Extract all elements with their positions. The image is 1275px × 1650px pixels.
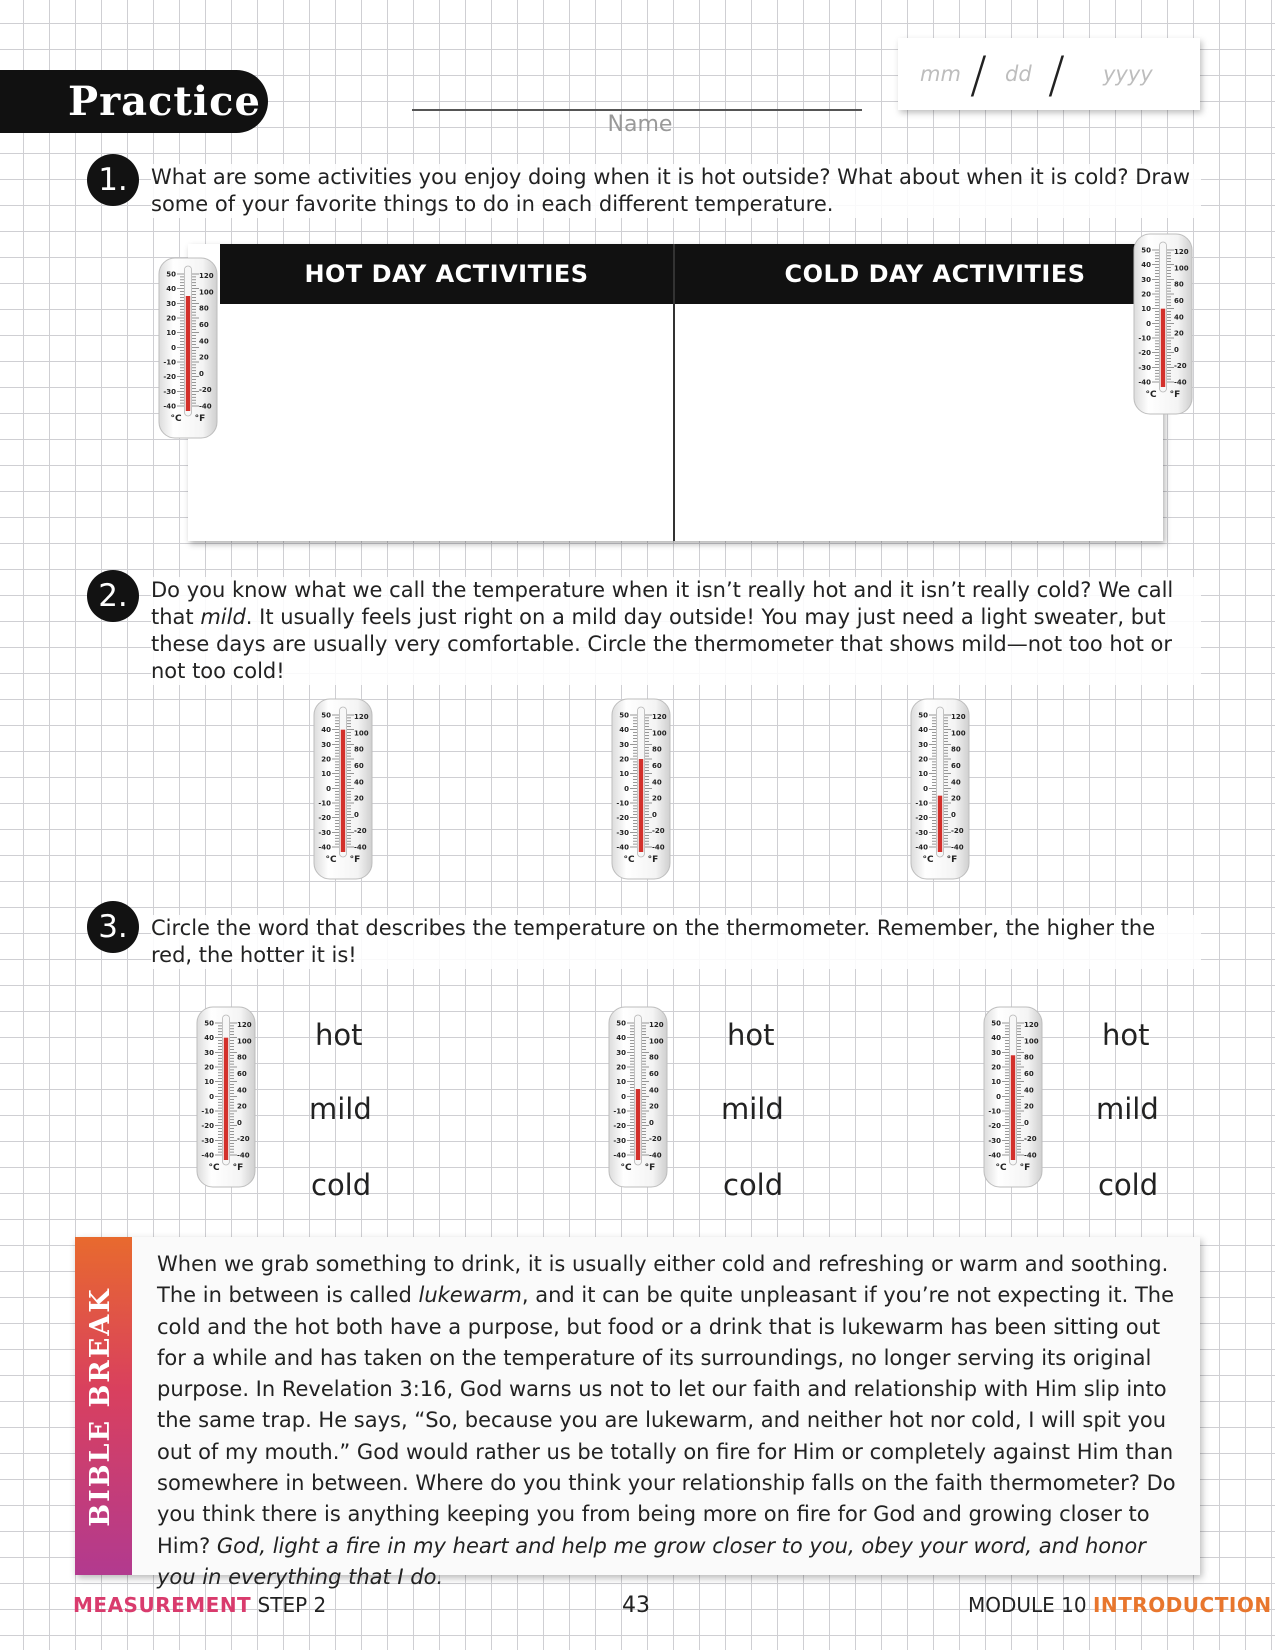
mercury-level (938, 796, 942, 852)
word-cold[interactable]: cold (311, 1168, 372, 1202)
fahrenheit-tick-label: 120 (1174, 248, 1189, 257)
fahrenheit-tick-label: 120 (237, 1021, 252, 1030)
date-day[interactable]: dd (1005, 62, 1032, 86)
thermometer-question-3-b (607, 1005, 669, 1189)
fahrenheit-tick-label: 0 (237, 1118, 242, 1127)
celsius-unit: °C (922, 855, 934, 865)
mercury-level (1011, 1055, 1015, 1160)
celsius-tick-label: 0 (923, 784, 928, 793)
celsius-tick-label: 30 (616, 1048, 626, 1057)
celsius-unit: °C (1145, 390, 1157, 400)
word-hot[interactable]: hot (727, 1018, 775, 1052)
celsius-tick-label: -30 (1138, 363, 1151, 372)
mercury-level (224, 1038, 228, 1160)
fahrenheit-tick-label: 60 (1174, 297, 1184, 306)
celsius-tick-label: 40 (616, 1034, 626, 1043)
fahrenheit-tick-label: -20 (1024, 1135, 1037, 1144)
fahrenheit-tick-label: -40 (199, 402, 212, 411)
celsius-tick-label: 0 (996, 1092, 1001, 1101)
fahrenheit-tick-label: 80 (649, 1053, 659, 1062)
celsius-tick-label: -30 (201, 1136, 214, 1145)
celsius-tick-label: 10 (1141, 305, 1151, 314)
celsius-tick-label: -40 (613, 1151, 626, 1160)
celsius-tick-label: 0 (1146, 319, 1151, 328)
celsius-tick-label: 20 (204, 1063, 214, 1072)
fahrenheit-unit: °F (946, 855, 958, 865)
celsius-tick-label: -10 (915, 799, 928, 808)
fahrenheit-tick-label: 120 (199, 272, 214, 281)
fahrenheit-tick-label: -40 (354, 843, 367, 852)
celsius-tick-label: -20 (988, 1122, 1001, 1131)
celsius-tick-label: 30 (619, 740, 629, 749)
celsius-tick-label: 30 (321, 740, 331, 749)
hot-day-drawing-area[interactable] (220, 304, 673, 541)
celsius-unit: °C (208, 1163, 220, 1173)
fahrenheit-tick-label: 40 (354, 778, 364, 787)
fahrenheit-tick-label: 100 (354, 729, 369, 738)
celsius-tick-label: 30 (166, 299, 176, 308)
word-hot[interactable]: hot (315, 1018, 363, 1052)
word-hot[interactable]: hot (1102, 1018, 1150, 1052)
celsius-tick-label: 40 (991, 1034, 1001, 1043)
celsius-tick-label: 10 (166, 329, 176, 338)
fahrenheit-tick-label: 20 (354, 794, 364, 803)
fahrenheit-tick-label: 20 (649, 1102, 659, 1111)
celsius-unit: °C (325, 855, 337, 865)
celsius-tick-label: -40 (1138, 378, 1151, 387)
bible-break-stripe (75, 1237, 132, 1575)
thermometer-option-3[interactable] (909, 697, 971, 881)
fahrenheit-tick-label: 40 (1174, 313, 1184, 322)
thermometer-option-2[interactable] (610, 697, 672, 881)
mercury-level (186, 296, 190, 411)
fahrenheit-tick-label: 40 (199, 337, 209, 346)
celsius-tick-label: 10 (619, 770, 629, 779)
celsius-tick-label: -10 (163, 358, 176, 367)
fahrenheit-tick-label: 20 (1174, 329, 1184, 338)
celsius-tick-label: 50 (918, 711, 928, 720)
fahrenheit-tick-label: 40 (1024, 1086, 1034, 1095)
fahrenheit-tick-label: 20 (951, 794, 961, 803)
fahrenheit-tick-label: 0 (199, 369, 204, 378)
celsius-tick-label: -10 (988, 1107, 1001, 1116)
mercury-level (636, 1089, 640, 1160)
thermometer-hot (157, 256, 219, 440)
celsius-tick-label: 50 (619, 711, 629, 720)
fahrenheit-tick-label: 80 (199, 304, 209, 313)
celsius-tick-label: -40 (201, 1151, 214, 1160)
date-slash: / (1048, 46, 1065, 104)
fahrenheit-tick-label: 120 (951, 713, 966, 722)
celsius-tick-label: -40 (318, 843, 331, 852)
celsius-tick-label: 20 (321, 755, 331, 764)
fahrenheit-tick-label: -20 (649, 1135, 662, 1144)
celsius-tick-label: -20 (1138, 349, 1151, 358)
fahrenheit-tick-label: -20 (354, 827, 367, 836)
celsius-tick-label: -30 (988, 1136, 1001, 1145)
word-mild[interactable]: mild (309, 1092, 372, 1126)
fahrenheit-tick-label: 0 (1024, 1118, 1029, 1127)
date-slash: / (970, 46, 987, 104)
thermometer-drawing (312, 697, 374, 881)
word-cold[interactable]: cold (1098, 1168, 1159, 1202)
celsius-tick-label: -40 (163, 402, 176, 411)
fahrenheit-tick-label: 40 (652, 778, 662, 787)
fahrenheit-tick-label: -40 (1174, 378, 1187, 387)
fahrenheit-tick-label: 100 (652, 729, 667, 738)
celsius-tick-label: -10 (1138, 334, 1151, 343)
fahrenheit-tick-label: 100 (237, 1037, 252, 1046)
celsius-tick-label: -30 (318, 828, 331, 837)
celsius-tick-label: -40 (988, 1151, 1001, 1160)
celsius-tick-label: -10 (318, 799, 331, 808)
activities-table (188, 244, 1163, 541)
celsius-tick-label: 10 (616, 1078, 626, 1087)
celsius-tick-label: 50 (321, 711, 331, 720)
fahrenheit-tick-label: -20 (199, 386, 212, 395)
fahrenheit-tick-label: 0 (649, 1118, 654, 1127)
celsius-tick-label: 30 (918, 740, 928, 749)
celsius-tick-label: 50 (991, 1019, 1001, 1028)
celsius-tick-label: 10 (204, 1078, 214, 1087)
thermometer-cold (1132, 232, 1194, 416)
celsius-tick-label: -10 (201, 1107, 214, 1116)
thermometer-drawing (607, 1005, 669, 1189)
celsius-tick-label: 50 (166, 270, 176, 279)
fahrenheit-unit: °F (647, 855, 659, 865)
activities-table-header (220, 244, 1163, 304)
fahrenheit-unit: °F (349, 855, 361, 865)
celsius-tick-label: 40 (918, 726, 928, 735)
fahrenheit-tick-label: 0 (354, 810, 359, 819)
celsius-tick-label: 30 (1141, 275, 1151, 284)
question-1-number: 1. (87, 154, 139, 206)
question-3-text: Circle the word that describes the temperature on the thermometer. Remember, the higher the red, the hotter it is! (151, 915, 1201, 969)
fahrenheit-tick-label: 60 (354, 762, 364, 771)
fahrenheit-tick-label: -40 (1024, 1151, 1037, 1160)
fahrenheit-tick-label: 60 (649, 1070, 659, 1079)
celsius-tick-label: 40 (204, 1034, 214, 1043)
celsius-tick-label: 0 (209, 1092, 214, 1101)
fahrenheit-tick-label: 60 (951, 762, 961, 771)
celsius-tick-label: 50 (1141, 246, 1151, 255)
celsius-tick-label: 10 (991, 1078, 1001, 1087)
celsius-tick-label: -20 (613, 1122, 626, 1131)
fahrenheit-tick-label: 20 (199, 353, 209, 362)
fahrenheit-tick-label: 80 (1024, 1053, 1034, 1062)
celsius-tick-label: 20 (619, 755, 629, 764)
fahrenheit-tick-label: 80 (354, 745, 364, 754)
celsius-tick-label: -30 (915, 828, 928, 837)
fahrenheit-tick-label: -40 (652, 843, 665, 852)
celsius-tick-label: 40 (619, 726, 629, 735)
celsius-tick-label: 40 (166, 285, 176, 294)
fahrenheit-unit: °F (1019, 1163, 1031, 1173)
footer-right: MODULE 10 INTRODUCTION (968, 1593, 1272, 1617)
fahrenheit-tick-label: 20 (652, 794, 662, 803)
fahrenheit-tick-label: 120 (1024, 1021, 1039, 1030)
celsius-tick-label: 20 (166, 314, 176, 323)
hot-day-column-header: HOT DAY ACTIVITIES (304, 260, 589, 288)
celsius-tick-label: 0 (171, 343, 176, 352)
celsius-tick-label: 0 (624, 784, 629, 793)
fahrenheit-unit: °F (194, 414, 206, 424)
date-month[interactable]: mm (920, 62, 961, 86)
name-label: Name (607, 112, 673, 137)
celsius-tick-label: -20 (201, 1122, 214, 1131)
cold-day-column-header: COLD DAY ACTIVITIES (784, 260, 1086, 288)
mercury-level (1161, 309, 1165, 387)
thermometer-question-3-a (195, 1005, 257, 1189)
fahrenheit-tick-label: -40 (951, 843, 964, 852)
celsius-tick-label: 0 (621, 1092, 626, 1101)
word-cold[interactable]: cold (723, 1168, 784, 1202)
word-mild[interactable]: mild (1096, 1092, 1159, 1126)
fahrenheit-tick-label: 80 (652, 745, 662, 754)
thermometer-option-1[interactable] (312, 697, 374, 881)
celsius-unit: °C (623, 855, 635, 865)
fahrenheit-tick-label: -20 (237, 1135, 250, 1144)
fahrenheit-tick-label: 120 (652, 713, 667, 722)
fahrenheit-tick-label: 100 (199, 288, 214, 297)
fahrenheit-tick-label: 0 (1174, 345, 1179, 354)
fahrenheit-tick-label: 60 (652, 762, 662, 771)
fahrenheit-tick-label: 80 (951, 745, 961, 754)
celsius-tick-label: 10 (918, 770, 928, 779)
celsius-tick-label: 40 (321, 726, 331, 735)
fahrenheit-unit: °F (232, 1163, 244, 1173)
fahrenheit-tick-label: 20 (237, 1102, 247, 1111)
fahrenheit-tick-label: 0 (951, 810, 956, 819)
celsius-tick-label: -20 (616, 814, 629, 823)
thermometer-drawing (610, 697, 672, 881)
fahrenheit-tick-label: 40 (649, 1086, 659, 1095)
celsius-tick-label: 30 (204, 1048, 214, 1057)
bible-break-prayer: God, light a fire in my heart and help me grow closer to you, obey your word, and honor you in everything that I do. (157, 1533, 1146, 1589)
celsius-tick-label: 0 (326, 784, 331, 793)
fahrenheit-tick-label: -40 (649, 1151, 662, 1160)
fahrenheit-unit: °F (644, 1163, 656, 1173)
question-3-number: 3. (87, 901, 139, 953)
celsius-tick-label: -30 (616, 828, 629, 837)
celsius-tick-label: 10 (321, 770, 331, 779)
fahrenheit-tick-label: 120 (649, 1021, 664, 1030)
fahrenheit-tick-label: 100 (1174, 264, 1189, 273)
thermometer-drawing (195, 1005, 257, 1189)
bible-break-text: When we grab something to drink, it is usually either cold and refreshing or warm and soothing. The in between is called lukewarm, and it can be quite unpleasant if you’re not expecting it. The cold and the hot both have a purpose, but food or a drink that is lukewarm has been sitting out for a while and has taken on the temperature of its surroundings, no longer serving its original purpose. In Revelation 3:16, God warns us not to let our faith and relationship with Him slip into the same trap. He says, “So, because you are lukewarm, and neither hot nor cold, I will spit you out of my mouth.” God would rather us be totally on fire for Him or completely against Him than somewhere in between. Where do you think your relationship falls on the faith thermometer? Do you think there is anything keeping you from being more on fire for God and growing closer to Him? God, light a fire in my heart and help me grow closer to you, obey your word, and honor you in everything that I do. (157, 1252, 1176, 1589)
date-year[interactable]: yyyy (1103, 62, 1153, 86)
fahrenheit-tick-label: -20 (652, 827, 665, 836)
celsius-tick-label: -10 (613, 1107, 626, 1116)
fahrenheit-tick-label: -20 (951, 827, 964, 836)
page-number: 43 (622, 1593, 650, 1618)
mercury-level (341, 730, 345, 852)
fahrenheit-tick-label: 60 (1024, 1070, 1034, 1079)
celsius-tick-label: -20 (163, 373, 176, 382)
celsius-tick-label: 50 (204, 1019, 214, 1028)
fahrenheit-tick-label: 100 (649, 1037, 664, 1046)
cold-day-drawing-area[interactable] (675, 304, 1163, 541)
practice-title: Practice (0, 70, 268, 133)
celsius-tick-label: 20 (616, 1063, 626, 1072)
fahrenheit-tick-label: 40 (951, 778, 961, 787)
footer-left: MEASUREMENT STEP 2 (73, 1593, 327, 1617)
thermometer-drawing (1132, 232, 1194, 416)
fahrenheit-tick-label: 60 (237, 1070, 247, 1079)
celsius-unit: °C (995, 1163, 1007, 1173)
celsius-tick-label: -30 (163, 387, 176, 396)
celsius-tick-label: -40 (616, 843, 629, 852)
fahrenheit-tick-label: 60 (199, 321, 209, 330)
celsius-unit: °C (170, 414, 182, 424)
celsius-tick-label: 20 (991, 1063, 1001, 1072)
fahrenheit-tick-label: -20 (1174, 362, 1187, 371)
question-1-text: What are some activities you enjoy doing when it is hot outside? What about when it is cold? Draw some of your favorite things to do in each different temperature. (151, 164, 1201, 218)
bible-break-label: BIBLE BREAK (85, 1287, 116, 1527)
fahrenheit-tick-label: 120 (354, 713, 369, 722)
date-box[interactable] (898, 38, 1200, 110)
fahrenheit-tick-label: 100 (951, 729, 966, 738)
bible-break-box (75, 1237, 1200, 1589)
celsius-tick-label: 40 (1141, 261, 1151, 270)
name-line[interactable] (412, 109, 862, 111)
fahrenheit-tick-label: 80 (237, 1053, 247, 1062)
question-2-text: Do you know what we call the temperature when it isn’t really hot and it isn’t really cold? We call that mild. It usually feels just right on a mild day outside! You may just need a light sweater, but these days are usually very comfortable. Circle the thermometer that shows mild—not too hot or not too cold! (151, 577, 1201, 685)
celsius-tick-label: -30 (613, 1136, 626, 1145)
thermometer-drawing (982, 1005, 1044, 1189)
celsius-tick-label: 50 (616, 1019, 626, 1028)
fahrenheit-tick-label: 80 (1174, 280, 1184, 289)
fahrenheit-tick-label: -40 (237, 1151, 250, 1160)
fahrenheit-tick-label: 0 (652, 810, 657, 819)
thermometer-question-3-c (982, 1005, 1044, 1189)
fahrenheit-tick-label: 20 (1024, 1102, 1034, 1111)
word-mild[interactable]: mild (721, 1092, 784, 1126)
celsius-tick-label: 30 (991, 1048, 1001, 1057)
fahrenheit-tick-label: 40 (237, 1086, 247, 1095)
celsius-tick-label: -40 (915, 843, 928, 852)
celsius-tick-label: -10 (616, 799, 629, 808)
celsius-unit: °C (620, 1163, 632, 1173)
celsius-tick-label: -20 (318, 814, 331, 823)
fahrenheit-unit: °F (1169, 390, 1181, 400)
thermometer-drawing (909, 697, 971, 881)
question-2-number: 2. (87, 570, 139, 622)
mercury-level (639, 759, 643, 852)
celsius-tick-label: -20 (915, 814, 928, 823)
celsius-tick-label: 20 (1141, 290, 1151, 299)
celsius-tick-label: 20 (918, 755, 928, 764)
fahrenheit-tick-label: 100 (1024, 1037, 1039, 1046)
thermometer-drawing (157, 256, 219, 440)
